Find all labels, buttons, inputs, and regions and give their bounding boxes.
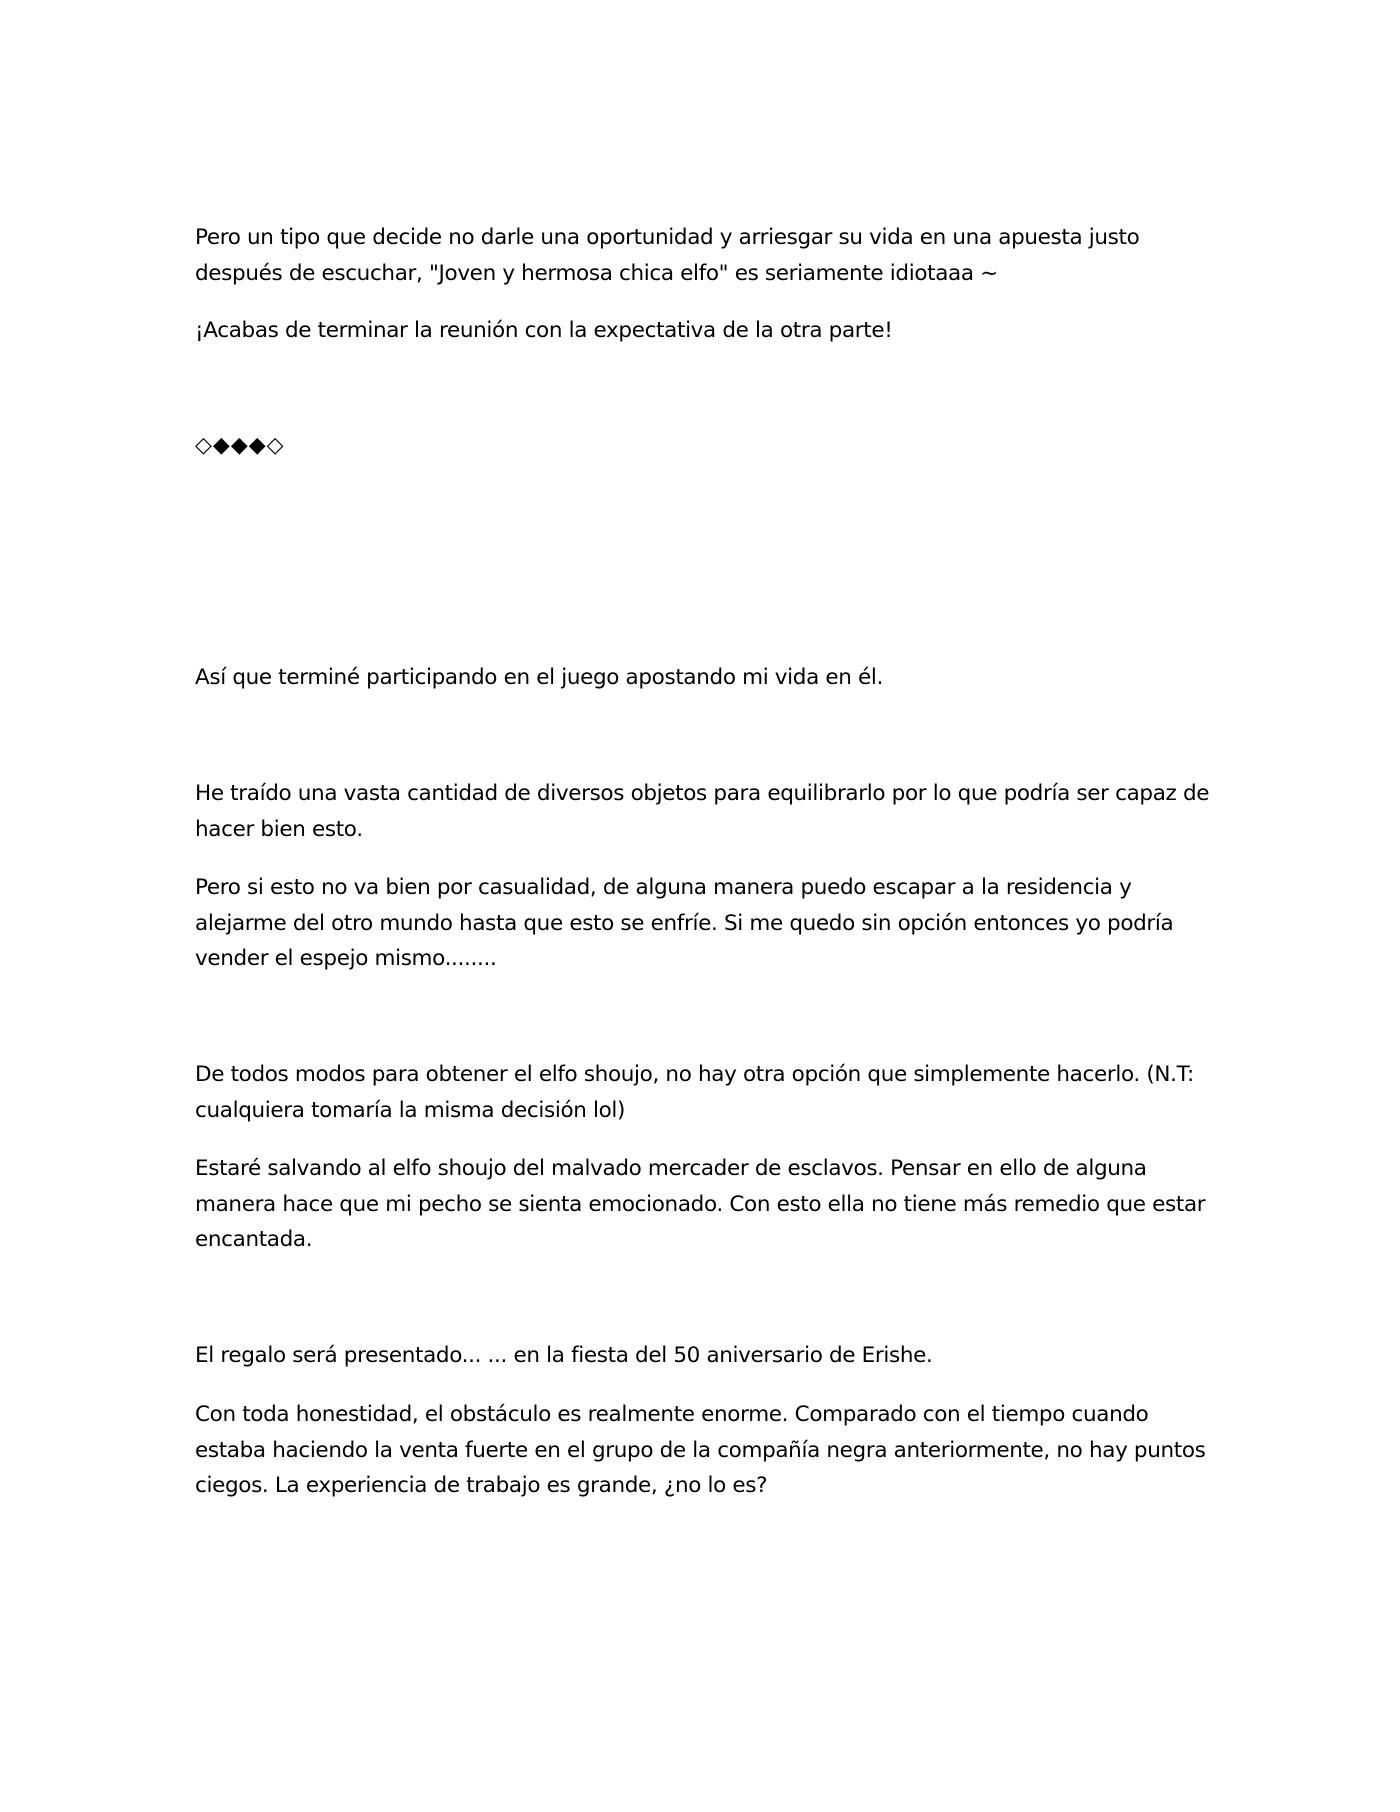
paragraph-5: Pero si esto no va bien por casualidad, de alguna manera puedo escapar a la residencia y alejarme del otro mundo hasta que esto se enfríe. Si me quedo sin opción entonces yo podría vender el espejo mismo........ (195, 875, 1174, 971)
paragraph-6: De todos modos para obtener el elfo shoujo, no hay otra opción que simplemente hacerlo. (N.T: cualquiera tomaría la misma decisión lol) (195, 1062, 1194, 1123)
paragraph-8: El regalo será presentado... ... en la fiesta del 50 aniversario de Erishe. (195, 1343, 933, 1368)
paragraph-2: ¡Acabas de terminar la reunión con la expectativa de la otra parte! (195, 318, 893, 343)
paragraph-7: Estaré salvando al elfo shoujo del malvado mercader de esclavos. Pensar en ello de alguna manera hace que mi pecho se sienta emocionado. Con esto ella no tiene más remedio que estar encantada. (195, 1156, 1206, 1252)
paragraph-4: He traído una vasta cantidad de diversos objetos para equilibrarlo por lo que podría ser capaz de hacer bien esto. (195, 781, 1210, 842)
paragraph-9: Con toda honestidad, el obstáculo es realmente enorme. Comparado con el tiempo cuando estaba haciendo la venta fuerte en el grupo de la compañía negra anteriormente, no hay puntos ciegos. La experiencia de trabajo es grande, ¿no lo es? (195, 1402, 1206, 1498)
section-separator: ◇◆◆◆◇ (195, 433, 285, 458)
paragraph-1: Pero un tipo que decide no darle una oportunidad y arriesgar su vida en una apuesta justo después de escuchar, "Joven y hermosa chica elfo" es seriamente idiotaaa ~ (195, 225, 1140, 286)
paragraph-3: Así que terminé participando en el juego apostando mi vida en él. (195, 665, 884, 690)
